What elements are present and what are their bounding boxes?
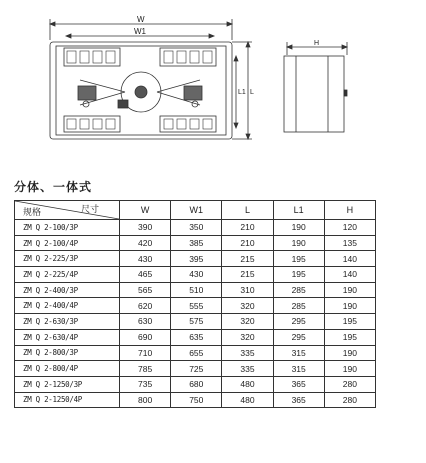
value-cell: 190	[324, 361, 375, 377]
value-cell: 555	[171, 298, 222, 314]
model-cell: ZM Q 2-100/3P	[15, 220, 120, 236]
table-row	[15, 392, 376, 408]
value-cell: 395	[171, 251, 222, 267]
value-cell: 480	[222, 376, 273, 392]
column-header-w1: W1	[171, 201, 222, 220]
value-cell: 510	[171, 282, 222, 298]
value-cell: 295	[273, 329, 324, 345]
length-label: L	[250, 89, 254, 96]
value-cell: 140	[324, 267, 375, 283]
dimension-table	[14, 200, 376, 408]
value-cell: 195	[324, 314, 375, 330]
model-cell: ZM Q 2-630/4P	[15, 329, 120, 345]
value-cell: 210	[222, 235, 273, 251]
value-cell: 420	[120, 235, 171, 251]
table-row	[15, 329, 376, 345]
value-cell: 320	[222, 329, 273, 345]
table-row	[15, 361, 376, 377]
corner-header-cell	[15, 201, 120, 220]
value-cell: 430	[120, 251, 171, 267]
value-cell: 190	[273, 220, 324, 236]
model-cell: ZM Q 2-100/4P	[15, 235, 120, 251]
dimension-drawing	[0, 0, 426, 165]
column-header-h: H	[324, 201, 375, 220]
section-title: 分体、一体式	[14, 180, 93, 194]
value-cell: 390	[120, 220, 171, 236]
value-cell: 295	[273, 314, 324, 330]
model-cell: ZM Q 2-400/3P	[15, 282, 120, 298]
value-cell: 385	[171, 235, 222, 251]
value-cell: 725	[171, 361, 222, 377]
value-cell: 215	[222, 267, 273, 283]
value-cell: 635	[171, 329, 222, 345]
value-cell: 320	[222, 298, 273, 314]
value-cell: 465	[120, 267, 171, 283]
value-cell: 285	[273, 298, 324, 314]
table-row	[15, 251, 376, 267]
value-cell: 365	[273, 376, 324, 392]
model-cell: ZM Q 2-800/3P	[15, 345, 120, 361]
model-cell: ZM Q 2-225/3P	[15, 251, 120, 267]
value-cell: 630	[120, 314, 171, 330]
value-cell: 365	[273, 392, 324, 408]
table-row	[15, 376, 376, 392]
value-cell: 280	[324, 392, 375, 408]
value-cell: 620	[120, 298, 171, 314]
value-cell: 335	[222, 361, 273, 377]
table-header-row	[15, 201, 376, 220]
value-cell: 190	[324, 298, 375, 314]
value-cell: 195	[273, 251, 324, 267]
inner-width-label: W1	[134, 27, 146, 36]
value-cell: 120	[324, 220, 375, 236]
value-cell: 710	[120, 345, 171, 361]
value-cell: 195	[273, 267, 324, 283]
value-cell: 480	[222, 392, 273, 408]
value-cell: 680	[171, 376, 222, 392]
dimension-header-label: 尺寸	[80, 204, 99, 214]
table-row	[15, 267, 376, 283]
value-cell: 735	[120, 376, 171, 392]
spec-header-label: 规格	[23, 207, 42, 217]
value-cell: 565	[120, 282, 171, 298]
column-header-l1: L1	[273, 201, 324, 220]
value-cell: 135	[324, 235, 375, 251]
value-cell: 140	[324, 251, 375, 267]
model-cell: ZM Q 2-1250/4P	[15, 392, 120, 408]
value-cell: 285	[273, 282, 324, 298]
value-cell: 310	[222, 282, 273, 298]
value-cell: 315	[273, 345, 324, 361]
value-cell: 190	[324, 282, 375, 298]
inner-length-label: L1	[238, 89, 246, 96]
value-cell: 190	[324, 345, 375, 361]
table-row	[15, 345, 376, 361]
value-cell: 335	[222, 345, 273, 361]
value-cell: 655	[171, 345, 222, 361]
value-cell: 800	[120, 392, 171, 408]
side-view-outline	[284, 56, 344, 132]
value-cell: 320	[222, 314, 273, 330]
model-cell: ZM Q 2-1250/3P	[15, 376, 120, 392]
model-cell: ZM Q 2-630/3P	[15, 314, 120, 330]
value-cell: 280	[324, 376, 375, 392]
model-cell: ZM Q 2-225/4P	[15, 267, 120, 283]
value-cell: 750	[171, 392, 222, 408]
value-cell: 785	[120, 361, 171, 377]
value-cell: 215	[222, 251, 273, 267]
value-cell: 195	[324, 329, 375, 345]
table-row	[15, 235, 376, 251]
table-row	[15, 298, 376, 314]
value-cell: 315	[273, 361, 324, 377]
value-cell: 190	[273, 235, 324, 251]
value-cell: 690	[120, 329, 171, 345]
table-row	[15, 314, 376, 330]
value-cell: 430	[171, 267, 222, 283]
height-label: H	[314, 40, 320, 47]
value-cell: 350	[171, 220, 222, 236]
value-cell: 575	[171, 314, 222, 330]
column-header-l: L	[222, 201, 273, 220]
model-cell: ZM Q 2-800/4P	[15, 361, 120, 377]
table-row	[15, 282, 376, 298]
width-label: W	[137, 15, 145, 24]
column-header-w: W	[120, 201, 171, 220]
table-row	[15, 220, 376, 236]
model-cell: ZM Q 2-400/4P	[15, 298, 120, 314]
value-cell: 210	[222, 220, 273, 236]
